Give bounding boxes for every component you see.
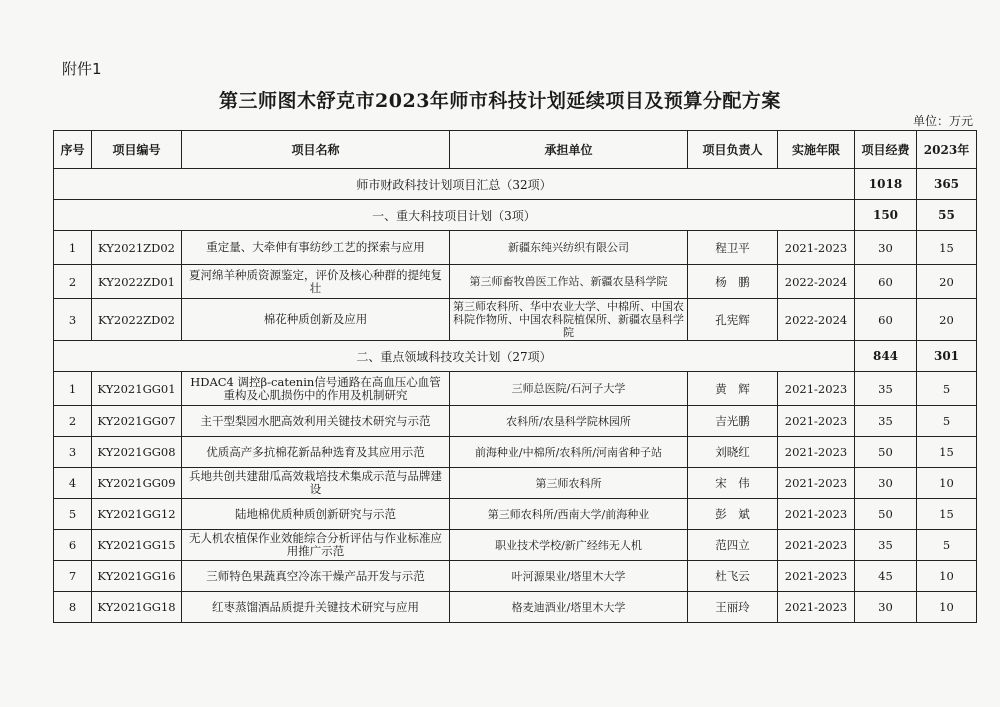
header-budget: 项目经费 <box>855 131 917 169</box>
header-seq: 序号 <box>54 131 92 169</box>
cell-seq: 4 <box>54 468 92 499</box>
cell-2023: 20 <box>917 265 977 299</box>
cell-lead: 孔宪辉 <box>688 299 778 341</box>
cell-period: 2021-2023 <box>778 372 855 406</box>
cell-2023: 5 <box>917 530 977 561</box>
budget-table <box>53 130 977 623</box>
header-code: 项目编号 <box>92 131 182 169</box>
cell-2023: 10 <box>917 592 977 623</box>
cell-lead: 杨 鹏 <box>688 265 778 299</box>
cell-period: 2021-2023 <box>778 231 855 265</box>
cell-code: KY2021GG07 <box>92 406 182 437</box>
cell-period: 2022-2024 <box>778 265 855 299</box>
cell-period: 2022-2024 <box>778 299 855 341</box>
cell-lead: 彭 斌 <box>688 499 778 530</box>
cell-seq: 2 <box>54 406 92 437</box>
cell-code: KY2021GG18 <box>92 592 182 623</box>
cell-seq: 6 <box>54 530 92 561</box>
header-period: 实施年限 <box>778 131 855 169</box>
cell-org: 第三师畜牧兽医工作站、新疆农垦科学院 <box>450 265 688 299</box>
summary-2023: 365 <box>917 169 977 200</box>
header-lead: 项目负责人 <box>688 131 778 169</box>
table-row <box>54 299 977 341</box>
cell-name: 红枣蒸馏酒品质提升关键技术研究与应用 <box>182 592 450 623</box>
summary-budget: 1018 <box>855 169 917 200</box>
cell-name: HDAC4 调控β-catenin信号通路在高血压心血管重构及心肌损伤中的作用及机制研究 <box>182 372 450 406</box>
cell-lead: 吉光鹏 <box>688 406 778 437</box>
cell-name: 三师特色果蔬真空冷冻干燥产品开发与示范 <box>182 561 450 592</box>
cell-2023: 5 <box>917 406 977 437</box>
section1-2023: 55 <box>917 200 977 231</box>
cell-name: 优质高产多抗棉花新品种选育及其应用示范 <box>182 437 450 468</box>
section2-2023: 301 <box>917 341 977 372</box>
cell-budget: 30 <box>855 231 917 265</box>
cell-org: 新疆东纯兴纺织有限公司 <box>450 231 688 265</box>
cell-org: 格麦迪酒业/塔里木大学 <box>450 592 688 623</box>
cell-2023: 15 <box>917 499 977 530</box>
cell-seq: 5 <box>54 499 92 530</box>
summary-label: 师市财政科技计划项目汇总（32项） <box>54 169 855 200</box>
cell-org: 三师总医院/石河子大学 <box>450 372 688 406</box>
table-row <box>54 372 977 406</box>
cell-name: 陆地棉优质种质创新研究与示范 <box>182 499 450 530</box>
table-row <box>54 530 977 561</box>
cell-budget: 35 <box>855 406 917 437</box>
cell-period: 2021-2023 <box>778 437 855 468</box>
cell-seq: 1 <box>54 231 92 265</box>
cell-name: 夏河绵羊种质资源鉴定，评价及核心种群的提纯复壮 <box>182 265 450 299</box>
cell-lead: 黄 辉 <box>688 372 778 406</box>
cell-period: 2021-2023 <box>778 406 855 437</box>
cell-org: 第三师农科所/西南大学/前海种业 <box>450 499 688 530</box>
cell-code: KY2022ZD02 <box>92 299 182 341</box>
table-row <box>54 592 977 623</box>
cell-budget: 35 <box>855 372 917 406</box>
cell-period: 2021-2023 <box>778 592 855 623</box>
cell-lead: 杜飞云 <box>688 561 778 592</box>
cell-lead: 程卫平 <box>688 231 778 265</box>
table-row <box>54 406 977 437</box>
cell-name: 兵地共创共建甜瓜高效栽培技术集成示范与品牌建设 <box>182 468 450 499</box>
cell-org: 职业技术学校/新广经纬无人机 <box>450 530 688 561</box>
table-row <box>54 468 977 499</box>
cell-budget: 30 <box>855 592 917 623</box>
section2-budget: 844 <box>855 341 917 372</box>
document-title: 第三师图木舒克市2023年师市科技计划延续项目及预算分配方案 <box>219 90 781 112</box>
cell-2023: 5 <box>917 372 977 406</box>
cell-name: 棉花种质创新及应用 <box>182 299 450 341</box>
cell-2023: 15 <box>917 437 977 468</box>
cell-budget: 30 <box>855 468 917 499</box>
cell-budget: 35 <box>855 530 917 561</box>
cell-seq: 3 <box>54 437 92 468</box>
table-row <box>54 231 977 265</box>
section2-label: 二、重点领域科技攻关计划（27项） <box>54 341 855 372</box>
cell-period: 2021-2023 <box>778 561 855 592</box>
cell-name: 无人机农植保作业效能综合分析评估与作业标准应用推广示范 <box>182 530 450 561</box>
cell-org: 第三师农科所、华中农业大学、中棉所、中国农科院作物所、中国农科院植保所、新疆农垦科学院 <box>450 299 688 341</box>
cell-2023: 10 <box>917 561 977 592</box>
header-row <box>54 131 977 169</box>
cell-code: KY2021GG09 <box>92 468 182 499</box>
table-row <box>54 265 977 299</box>
cell-lead: 刘晓红 <box>688 437 778 468</box>
unit-label: 单位：万元 <box>912 114 973 128</box>
cell-seq: 3 <box>54 299 92 341</box>
header-org: 承担单位 <box>450 131 688 169</box>
header-name: 项目名称 <box>182 131 450 169</box>
attachment-label: 附件1 <box>62 60 102 78</box>
cell-period: 2021-2023 <box>778 530 855 561</box>
cell-code: KY2022ZD01 <box>92 265 182 299</box>
section1-row <box>54 200 977 231</box>
cell-name: 主干型梨园水肥高效利用关键技术研究与示范 <box>182 406 450 437</box>
cell-budget: 50 <box>855 499 917 530</box>
cell-period: 2021-2023 <box>778 468 855 499</box>
cell-code: KY2021GG12 <box>92 499 182 530</box>
cell-lead: 范四立 <box>688 530 778 561</box>
cell-org: 叶河源果业/塔里木大学 <box>450 561 688 592</box>
cell-budget: 60 <box>855 265 917 299</box>
cell-code: KY2021GG08 <box>92 437 182 468</box>
section1-label: 一、重大科技项目计划（3项） <box>54 200 855 231</box>
table-row <box>54 499 977 530</box>
cell-budget: 45 <box>855 561 917 592</box>
cell-seq: 7 <box>54 561 92 592</box>
table-row <box>54 437 977 468</box>
cell-2023: 15 <box>917 231 977 265</box>
cell-period: 2021-2023 <box>778 499 855 530</box>
cell-2023: 10 <box>917 468 977 499</box>
section2-row <box>54 341 977 372</box>
cell-seq: 1 <box>54 372 92 406</box>
cell-code: KY2021GG16 <box>92 561 182 592</box>
cell-2023: 20 <box>917 299 977 341</box>
cell-lead: 王丽玲 <box>688 592 778 623</box>
cell-budget: 50 <box>855 437 917 468</box>
summary-row <box>54 169 977 200</box>
header-2023: 2023年 <box>917 131 977 169</box>
cell-org: 农科所/农垦科学院林园所 <box>450 406 688 437</box>
cell-org: 第三师农科所 <box>450 468 688 499</box>
cell-org: 前海种业/中棉所/农科所/河南省种子站 <box>450 437 688 468</box>
cell-lead: 宋 伟 <box>688 468 778 499</box>
cell-name: 重定量、大牵伸有事纺纱工艺的探索与应用 <box>182 231 450 265</box>
cell-budget: 60 <box>855 299 917 341</box>
cell-code: KY2021GG01 <box>92 372 182 406</box>
table-row <box>54 561 977 592</box>
cell-code: KY2021GG15 <box>92 530 182 561</box>
cell-seq: 8 <box>54 592 92 623</box>
cell-code: KY2021ZD02 <box>92 231 182 265</box>
cell-seq: 2 <box>54 265 92 299</box>
section1-budget: 150 <box>855 200 917 231</box>
